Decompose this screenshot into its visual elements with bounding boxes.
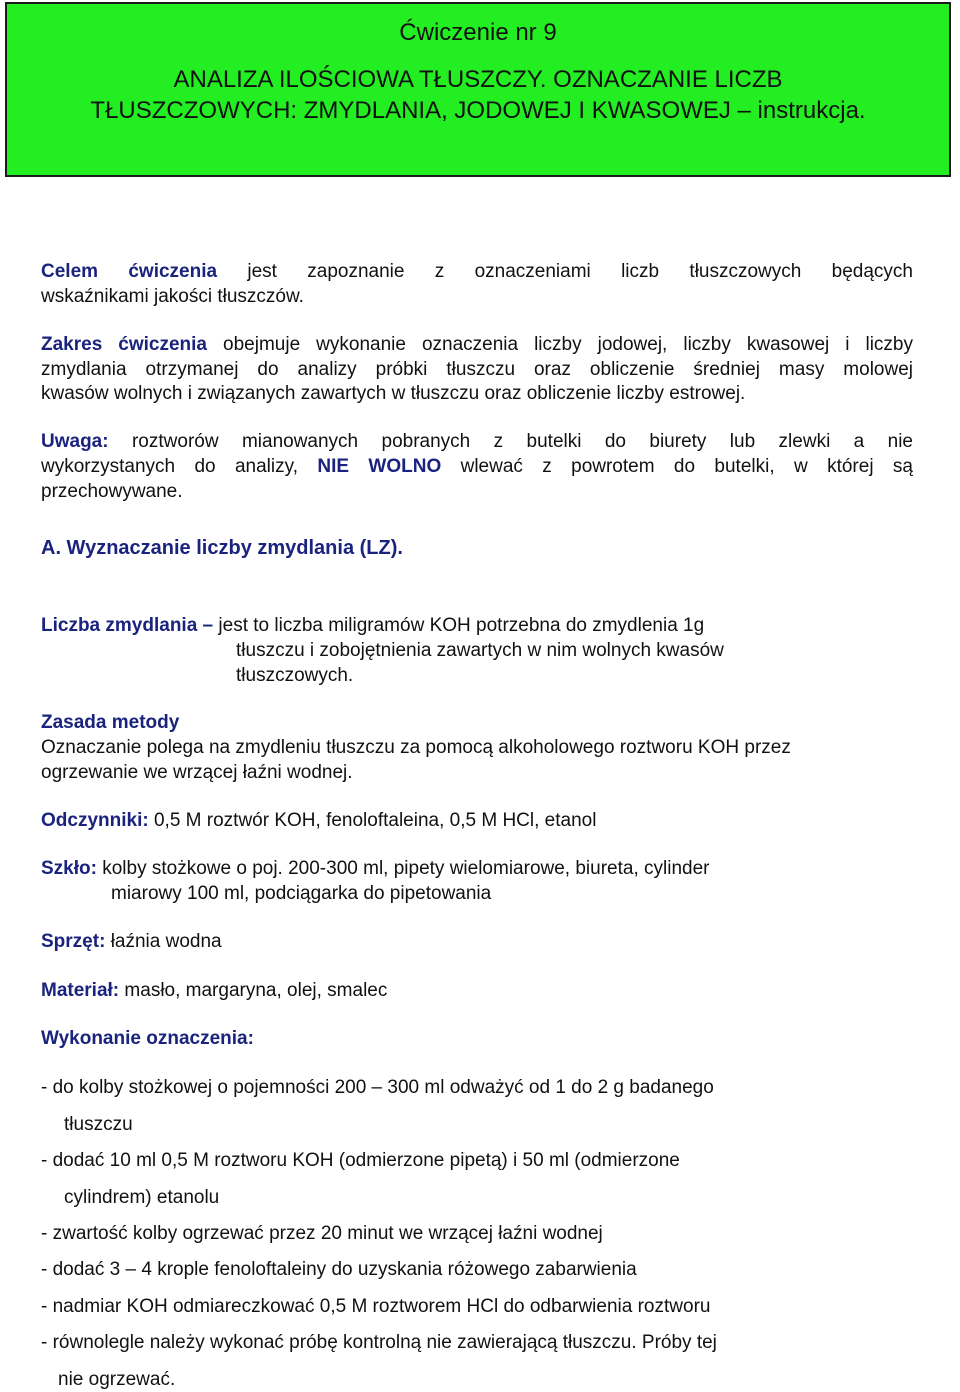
definition-text-1: jest to liczba miligramów KOH potrzebna do zmydlenia 1g xyxy=(218,615,705,636)
equipment-text: łaźnia wodna xyxy=(110,931,222,952)
glass-text-1: kolby stożkowe o poj. 200-300 ml, pipety wielomiarowe, biureta, cylinder xyxy=(102,858,710,879)
definition-line-1 xyxy=(41,614,704,638)
scope-line-2: zmydlania otrzymanej do analizy próbki tłuszczu oraz obliczenie średniej masy molowej xyxy=(41,359,913,380)
title-banner xyxy=(5,2,951,177)
step-6-line-2: nie ogrzewać. xyxy=(58,1369,176,1390)
step-3-line-1: - zwartość kolby ogrzewać przez 20 minut we wrzącej łaźni wodnej xyxy=(41,1223,603,1244)
title-line-1: ANALIZA ILOŚCIOWA TŁUSZCZY. OZNACZANIE LICZB xyxy=(173,66,783,93)
principle-label: Zasada metody xyxy=(41,712,180,733)
scope-text: obejmuje wykonanie oznaczenia liczby jodowej, liczby kwasowej i liczby xyxy=(223,334,914,355)
definition-line-2: tłuszczu i zobojętnienia zawartych w nim wolnych kwasów xyxy=(236,640,724,661)
note-text: roztworów mianowanych pobranych z butelki do biurety lub zlewki a nie xyxy=(131,431,914,452)
note-line-2-b: wlewać z powrotem do butelki, w której są xyxy=(460,456,913,477)
material-label: Materiał: xyxy=(41,980,120,1001)
reagents-text: 0,5 M roztwór KOH, fenoloftaleina, 0,5 M HCl, etanol xyxy=(153,810,597,831)
title-line-2: TŁUSZCZOWYCH: ZMYDLANIA, JODOWEJ I KWASOWEJ – instrukcja. xyxy=(90,97,866,124)
step-2-line-2: cylindrem) etanolu xyxy=(64,1187,220,1208)
scope-line-3: kwasów wolnych i związanych zawartych w tłuszczu oraz obliczenie liczby estrowej. xyxy=(41,383,746,404)
note-warning: NIE WOLNO xyxy=(317,456,442,477)
step-1-line-2: tłuszczu xyxy=(64,1114,133,1135)
note-line-2 xyxy=(41,455,913,479)
principle-line-1: Oznaczanie polega na zmydleniu tłuszczu za pomocą alkoholowego roztworu KOH przez xyxy=(41,737,791,758)
note-line-2-a: wykorzystanych do analizy, xyxy=(41,456,298,477)
equipment-label: Sprzęt: xyxy=(41,931,106,952)
glass-label: Szkło: xyxy=(41,858,97,879)
glass-line-1 xyxy=(41,857,709,881)
principle-line-2: ogrzewanie we wrzącej łaźni wodnej. xyxy=(41,762,353,783)
section-a-heading: A. Wyznaczanie liczby zmydlania (LZ). xyxy=(41,537,403,559)
note-line-1 xyxy=(41,430,913,454)
material-text: masło, margaryna, olej, smalec xyxy=(124,980,388,1001)
reagents-line xyxy=(41,809,596,833)
step-4-line-1: - dodać 3 – 4 krople fenoloftaleiny do uzyskania różowego zabarwienia xyxy=(41,1259,637,1280)
step-1-line-1: - do kolby stożkowej o pojemności 200 – 300 ml odważyć od 1 do 2 g badanego xyxy=(41,1077,714,1098)
glass-line-2: miarowy 100 ml, podciągarka do pipetowania xyxy=(111,883,492,904)
reagents-label: Odczynniki: xyxy=(41,810,149,831)
equipment-line xyxy=(41,930,222,954)
exercise-number: Ćwiczenie nr 9 xyxy=(399,19,557,46)
note-line-3: przechowywane. xyxy=(41,481,183,502)
definition-line-3: tłuszczowych. xyxy=(236,665,354,686)
scope-line-1 xyxy=(41,333,913,357)
procedure-label: Wykonanie oznaczenia: xyxy=(41,1028,254,1049)
material-line xyxy=(41,979,387,1003)
aim-label: Celem ćwiczenia xyxy=(41,261,218,282)
note-label: Uwaga: xyxy=(41,431,109,452)
step-5-line-1: - nadmiar KOH odmiareczkować 0,5 M roztworem HCl do odbarwienia roztworu xyxy=(41,1296,711,1317)
scope-label: Zakres ćwiczenia xyxy=(41,334,207,355)
definition-label: Liczba zmydlania – xyxy=(41,615,214,636)
aim-text: jest zapoznanie z oznaczeniami liczb tłuszczowych będących xyxy=(247,261,913,282)
aim-line-1 xyxy=(41,260,913,284)
step-2-line-1: - dodać 10 ml 0,5 M roztworu KOH (odmierzone pipetą) i 50 ml (odmierzone xyxy=(41,1150,680,1171)
step-6-line-1: - równolegle należy wykonać próbę kontrolną nie zawierającą tłuszczu. Próby tej xyxy=(41,1332,717,1353)
aim-line-2: wskaźnikami jakości tłuszczów. xyxy=(41,286,304,307)
